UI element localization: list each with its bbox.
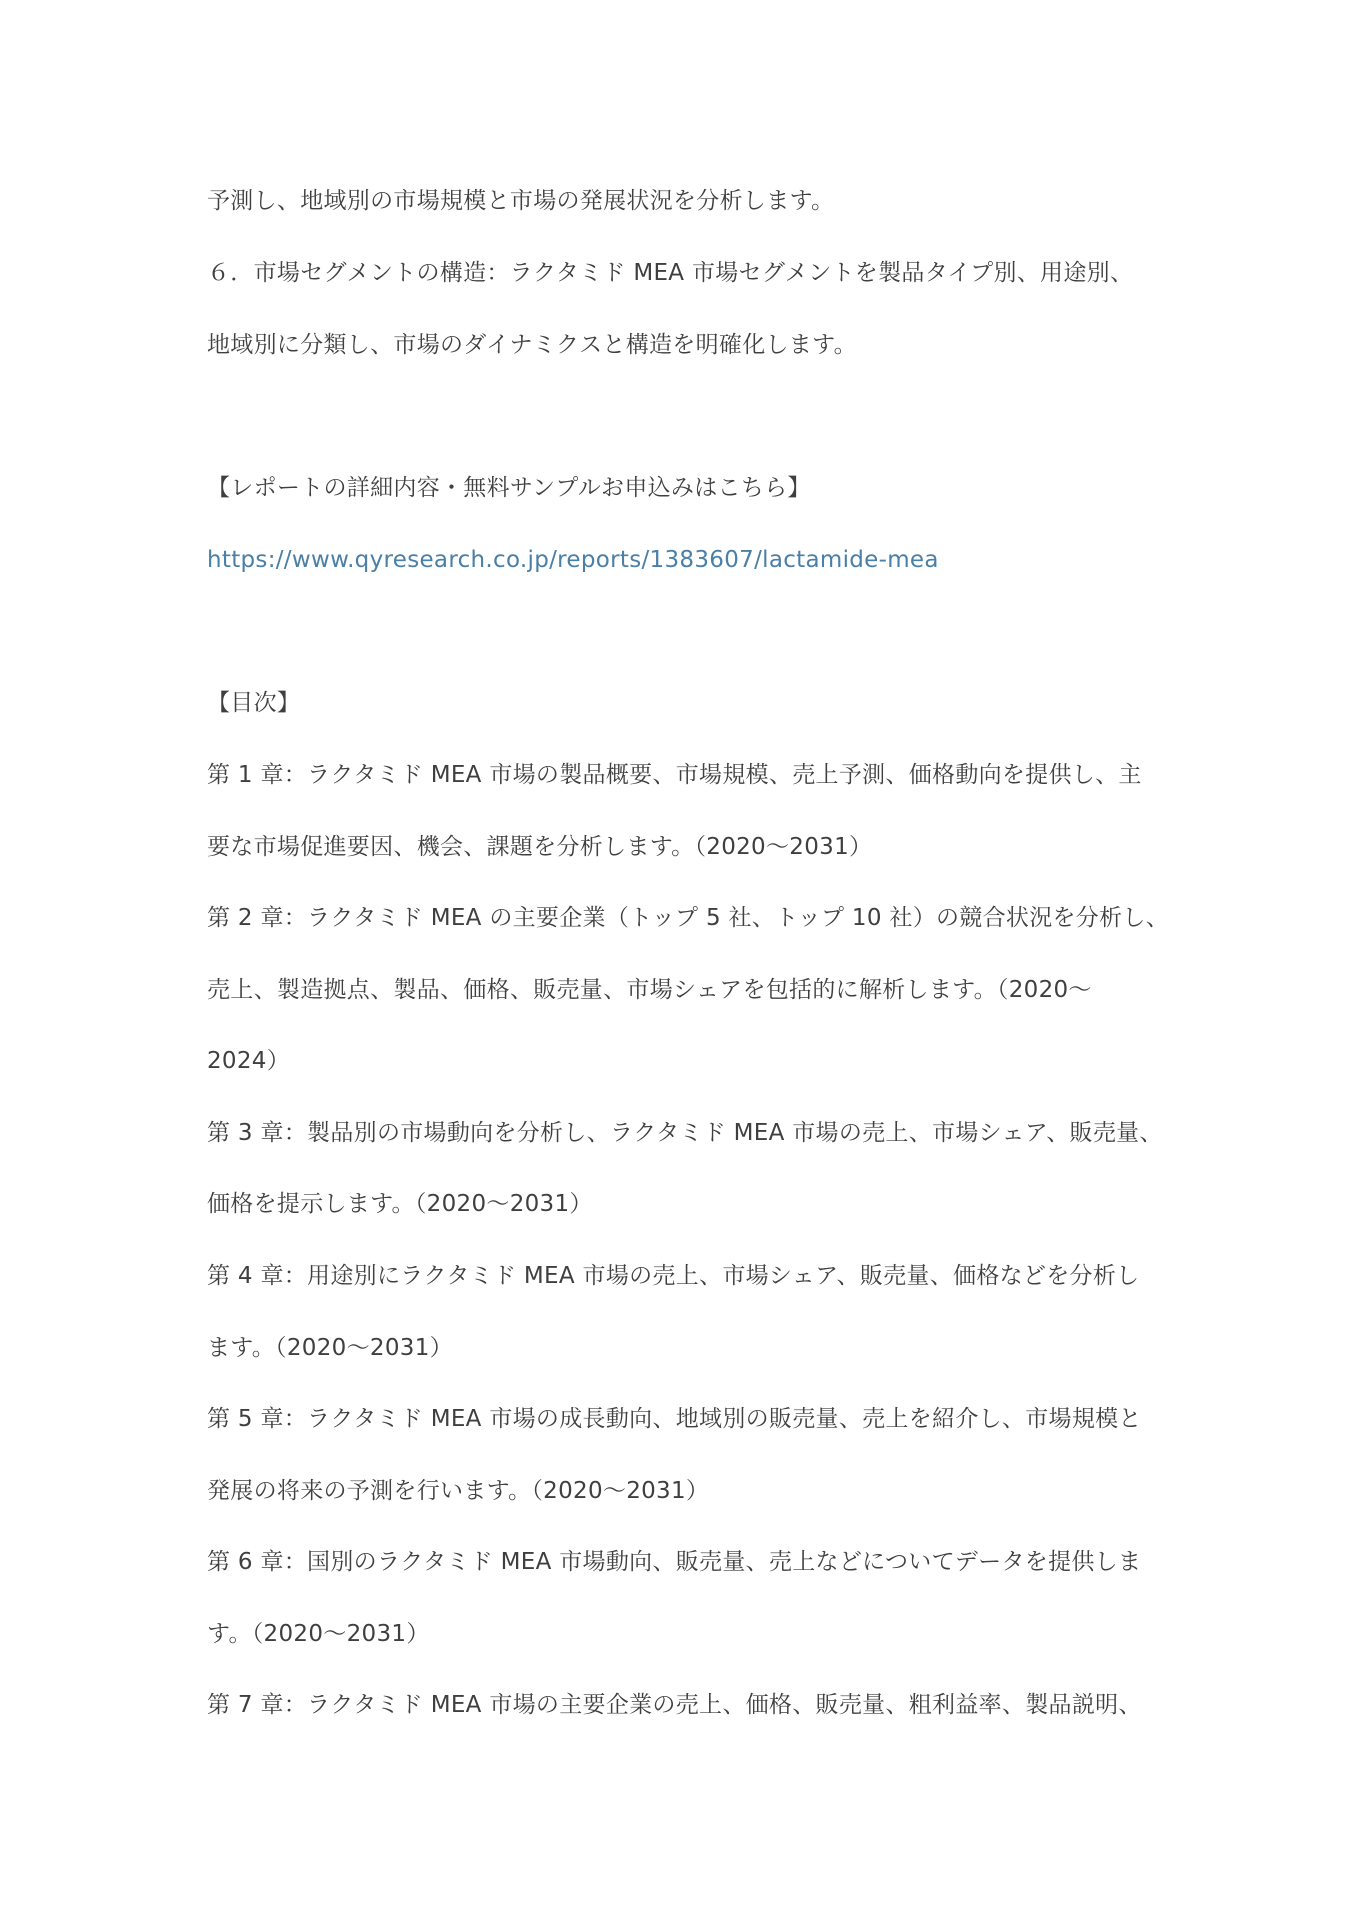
body-line: 予測し、地域別の市場規模と市場の発展状況を分析します。 — [207, 188, 835, 214]
report-cta: 【レポートの詳細内容・無料サンプルお申込みはこちら】 — [207, 475, 811, 501]
toc-line: 売上、製造拠点、製品、価格、販売量、市場シェアを包括的に解析します。（2020～ — [207, 977, 1092, 1003]
toc-line: 第 7 章：ラクタミド MEA 市場の主要企業の売上、価格、販売量、粗利益率、製品説明、 — [207, 1692, 1142, 1718]
toc-line: 要な市場促進要因、機会、課題を分析します。（2020～2031） — [207, 834, 873, 860]
toc-line: 2024） — [207, 1048, 291, 1074]
report-link[interactable]: https://www.qyresearch.co.jp/reports/1383607/lactamide-mea — [207, 547, 939, 573]
toc-line: 第 6 章：国別のラクタミド MEA 市場動向、販売量、売上などについてデータを提供しま — [207, 1549, 1142, 1575]
toc-line: 第 4 章：用途別にラクタミド MEA 市場の売上、市場シェア、販売量、価格などを分析し — [207, 1263, 1140, 1289]
toc-line: ます。（2020～2031） — [207, 1335, 453, 1361]
toc-line: 価格を提示します。（2020～2031） — [207, 1191, 593, 1217]
toc-line: 第 2 章：ラクタミド MEA の主要企業（トップ 5 社、トップ 10 社）の競合状況を分析し、 — [207, 905, 1169, 931]
toc-line: 第 3 章：製品別の市場動向を分析し、ラクタミド MEA 市場の売上、市場シェア、販売量、 — [207, 1120, 1163, 1146]
body-line: 地域別に分類し、市場のダイナミクスと構造を明確化します。 — [207, 332, 857, 358]
toc-heading: 【目次】 — [207, 690, 301, 716]
toc-line: 発展の将来の予測を行います。（2020～2031） — [207, 1478, 710, 1504]
toc-line: 第 5 章：ラクタミド MEA 市場の成長動向、地域別の販売量、売上を紹介し、市場規模と — [207, 1406, 1142, 1432]
body-line: ６．市場セグメントの構造：ラクタミド MEA 市場セグメントを製品タイプ別、用途別、 — [207, 260, 1134, 286]
toc-line: 第 1 章：ラクタミド MEA 市場の製品概要、市場規模、売上予測、価格動向を提供し、主 — [207, 762, 1142, 788]
toc-line: す。（2020～2031） — [207, 1621, 430, 1647]
